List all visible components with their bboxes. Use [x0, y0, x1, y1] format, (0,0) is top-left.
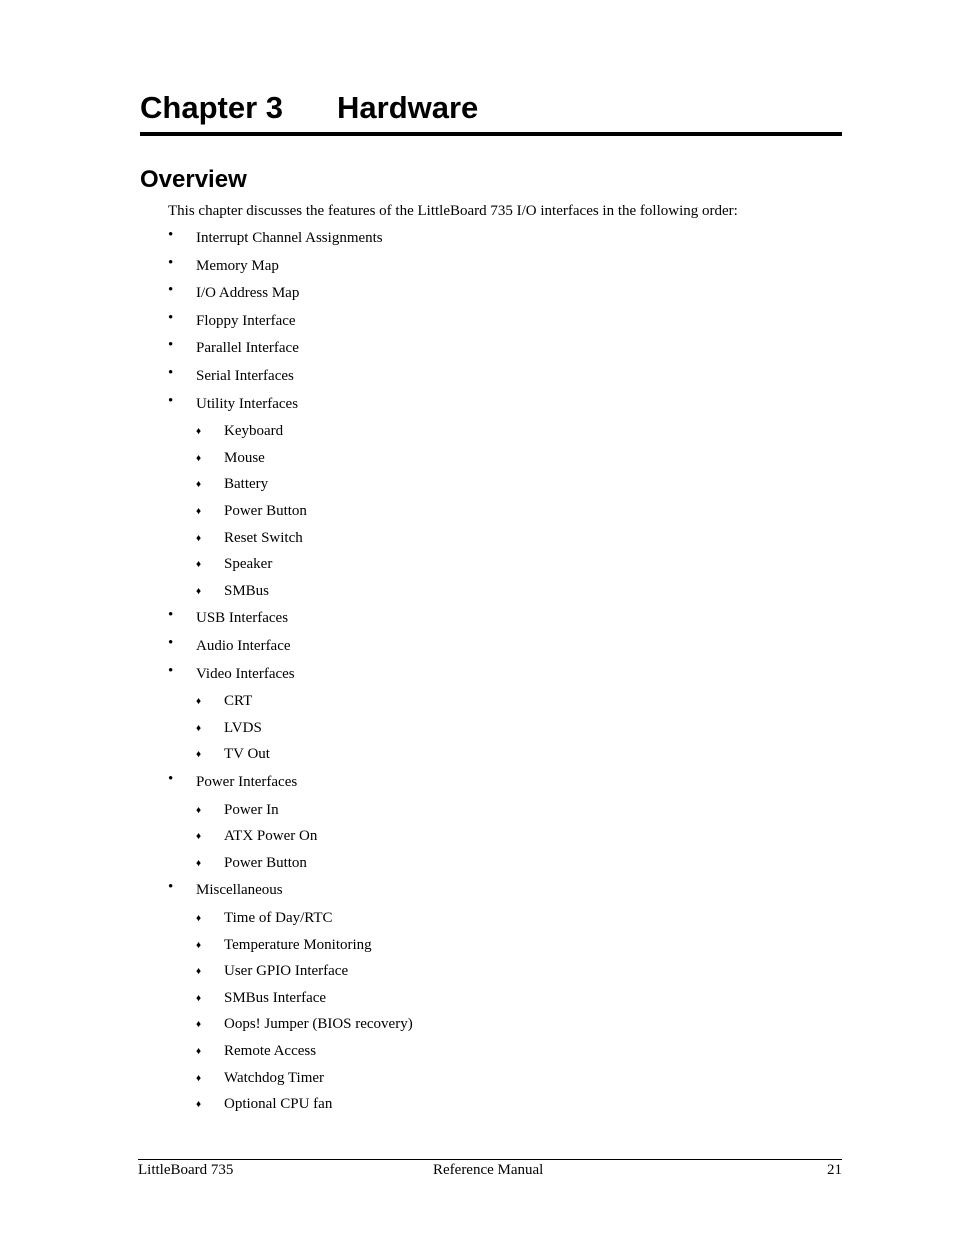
footer-document-title: Reference Manual — [433, 1162, 544, 1178]
bullet-diamond-icon: ♦ — [196, 966, 202, 977]
bullet-dot-icon: • — [168, 255, 174, 271]
bullet-dot-icon: • — [168, 337, 174, 353]
list-item-label: ATX Power On — [224, 828, 318, 844]
list-item-label: Reset Switch — [224, 530, 303, 546]
list-item-label: Watchdog Timer — [224, 1070, 325, 1086]
list-item-label: LVDS — [224, 720, 262, 736]
list-item-label: Power Button — [224, 855, 307, 871]
list-item-label: SMBus Interface — [224, 990, 327, 1006]
bullet-diamond-icon: ♦ — [196, 453, 202, 464]
list-item-label: TV Out — [224, 746, 270, 762]
bullet-diamond-icon: ♦ — [196, 749, 202, 760]
list-item-label: Speaker — [224, 556, 273, 572]
list-item-label: Parallel Interface — [196, 340, 299, 356]
bullet-dot-icon: • — [168, 879, 174, 895]
list-item-label: Power In — [224, 802, 279, 818]
list-item-label: I/O Address Map — [196, 285, 300, 301]
bullet-diamond-icon: ♦ — [196, 913, 202, 924]
section-title: Overview — [140, 166, 247, 193]
bullet-dot-icon: • — [168, 365, 174, 381]
bullet-diamond-icon: ♦ — [196, 993, 202, 1004]
list-item-label: Serial Interfaces — [196, 368, 294, 384]
chapter-title: Hardware — [337, 90, 479, 125]
list-item-label: USB Interfaces — [196, 610, 289, 626]
list-item-label: Memory Map — [196, 258, 279, 274]
chapter-number: Chapter 3 — [140, 90, 283, 125]
bullet-diamond-icon: ♦ — [196, 559, 202, 570]
page-footer — [138, 1159, 842, 1182]
list-item-label: CRT — [224, 693, 253, 709]
footer-product-name: LittleBoard 735 — [138, 1162, 234, 1178]
list-item-label: Floppy Interface — [196, 313, 296, 329]
bullet-dot-icon: • — [168, 635, 174, 651]
bullet-diamond-icon: ♦ — [196, 805, 202, 816]
intro-paragraph: This chapter discusses the features of the LittleBoard 735 I/O interfaces in the following order: — [168, 203, 738, 219]
list-item-label: Time of Day/RTC — [224, 910, 333, 926]
list-item-label: Power Interfaces — [196, 774, 298, 790]
list-item-label: Miscellaneous — [196, 882, 283, 898]
list-item-label: Keyboard — [224, 423, 284, 439]
bullet-dot-icon: • — [168, 282, 174, 298]
bullet-diamond-icon: ♦ — [196, 831, 202, 842]
list-item-label: User GPIO Interface — [224, 963, 349, 979]
bullet-diamond-icon: ♦ — [196, 940, 202, 951]
bullet-diamond-icon: ♦ — [196, 586, 202, 597]
bullet-dot-icon: • — [168, 393, 174, 409]
bullet-diamond-icon: ♦ — [196, 696, 202, 707]
bullet-diamond-icon: ♦ — [196, 506, 202, 517]
list-item-label: Audio Interface — [196, 638, 291, 654]
bullet-diamond-icon: ♦ — [196, 1073, 202, 1084]
list-item-label: Optional CPU fan — [224, 1096, 333, 1112]
list-item-label: Mouse — [224, 450, 265, 466]
bullet-diamond-icon: ♦ — [196, 723, 202, 734]
bullet-dot-icon: • — [168, 663, 174, 679]
bullet-dot-icon: • — [168, 771, 174, 787]
list-item-label: Power Button — [224, 503, 307, 519]
list-item-label: Interrupt Channel Assignments — [196, 230, 383, 246]
bullet-dot-icon: • — [168, 310, 174, 326]
list-item-label: Video Interfaces — [196, 666, 295, 682]
bullet-dot-icon: • — [168, 227, 174, 243]
bullet-diamond-icon: ♦ — [196, 1046, 202, 1057]
footer-page-number: 21 — [827, 1162, 842, 1178]
bullet-diamond-icon: ♦ — [196, 426, 202, 437]
chapter-heading — [140, 86, 842, 136]
list-item-label: Remote Access — [224, 1043, 317, 1059]
list-item-label: Oops! Jumper (BIOS recovery) — [224, 1016, 413, 1032]
bullet-diamond-icon: ♦ — [196, 1019, 202, 1030]
bullet-dot-icon: • — [168, 607, 174, 623]
bullet-diamond-icon: ♦ — [196, 533, 202, 544]
bullet-diamond-icon: ♦ — [196, 479, 202, 490]
bullet-diamond-icon: ♦ — [196, 858, 202, 869]
list-item-label: Battery — [224, 476, 269, 492]
list-item-label: Temperature Monitoring — [224, 937, 372, 953]
list-item-label: SMBus — [224, 583, 270, 599]
list-item-label: Utility Interfaces — [196, 396, 299, 412]
bullet-diamond-icon: ♦ — [196, 1099, 202, 1110]
